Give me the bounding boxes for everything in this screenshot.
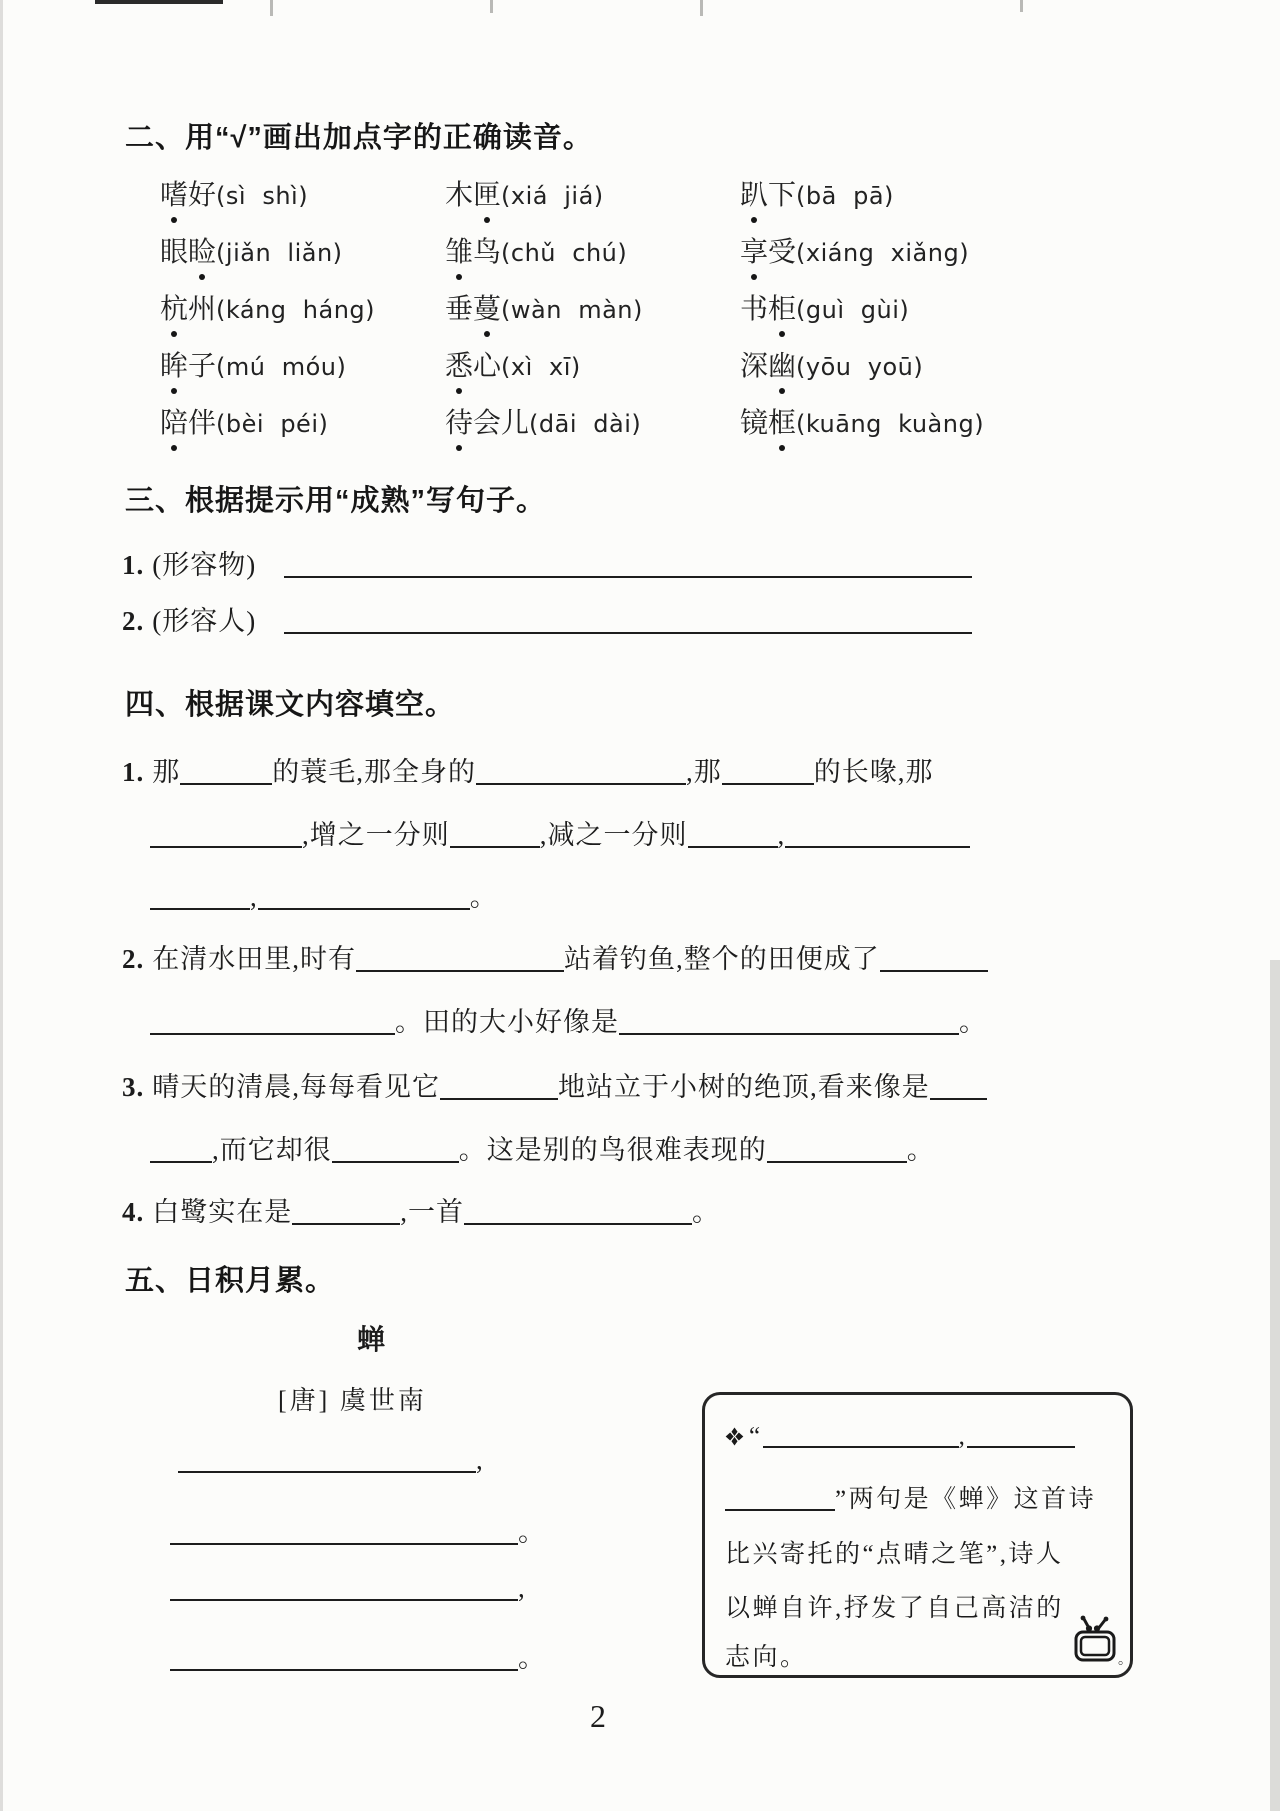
answer-blank: [725, 1487, 835, 1511]
scan-artifact: [700, 0, 703, 16]
section4-title: 四、根据课文内容填空。: [125, 689, 456, 721]
item-label: (形容人): [152, 606, 257, 636]
dotted-char: 匣: [473, 173, 501, 213]
poem-note-box: [702, 1392, 1133, 1678]
word-item: 陪伴(bèi péi): [160, 401, 328, 441]
sentence-item: [122, 599, 972, 638]
scan-artifact: [490, 0, 493, 13]
answer-blank: [688, 822, 778, 848]
pinyin-options: (xiáng xiǎng): [796, 239, 970, 267]
dotted-char: 框: [768, 401, 796, 441]
word-item: 杭州(káng háng): [160, 287, 375, 327]
dotted-char: 嗜: [160, 173, 188, 213]
answer-blank: [150, 884, 250, 910]
scan-artifact: [0, 0, 3, 1811]
answer-blank: [619, 1009, 959, 1035]
answer-blank: [440, 1074, 558, 1100]
scan-artifact: [1270, 960, 1280, 1811]
pinyin-options: (yōu yoū): [796, 353, 924, 381]
answer-blank: [150, 1137, 212, 1163]
poem-title: 蝉: [357, 1325, 388, 1356]
word-item: 垂蔓(wàn màn): [445, 287, 643, 327]
dotted-char: 幽: [768, 344, 796, 384]
word-item: 趴下(bā pā): [740, 173, 894, 213]
dotted-char: 雏: [445, 230, 473, 270]
answer-blank: [785, 822, 970, 848]
answer-blank: [356, 946, 564, 972]
word-item: 木匣(xiá jiá): [445, 173, 604, 213]
dotted-char: 待: [445, 401, 473, 441]
word-item: 镜框(kuāng kuàng): [740, 401, 984, 441]
section5-title: 五、日积月累。: [125, 1265, 336, 1297]
section2-title: 二、用“√”画出加点字的正确读音。: [125, 122, 593, 154]
answer-blank: [150, 822, 302, 848]
pinyin-options: (dāi dài): [529, 410, 642, 438]
item-number: 3.: [122, 1072, 145, 1102]
pinyin-options: (mú móu): [216, 353, 347, 381]
answer-blank: [880, 946, 988, 972]
dotted-char: 眸: [160, 344, 188, 384]
pinyin-options: (xì xī): [501, 353, 581, 381]
answer-blank: [464, 1199, 692, 1225]
tiny-period: 。: [1118, 1653, 1132, 1668]
word-item: 深幽(yōu yoū): [740, 344, 923, 384]
note-line: 比兴寄托的“点晴之笔”,诗人: [725, 1541, 1064, 1568]
page-number: 2: [590, 1698, 606, 1734]
answer-blank: [450, 822, 540, 848]
answer-blank: [722, 759, 814, 785]
answer-blank: [180, 759, 272, 785]
word-item: 享受(xiáng xiǎng): [740, 230, 969, 270]
poem-blank-line: ,: [170, 1573, 526, 1604]
answer-blank: [967, 1424, 1075, 1448]
fill-item-line: ,增之一分则 ,减之一分则 ,: [150, 813, 970, 852]
answer-blank: [178, 1447, 476, 1473]
answer-blank: [170, 1645, 518, 1671]
fill-item-line: ,而它却很 。这是别的鸟很难表现的 。: [150, 1128, 935, 1167]
pinyin-options: (bèi péi): [216, 410, 329, 438]
scan-artifact: [95, 0, 223, 4]
four-diamond-bullet-icon: [725, 1425, 744, 1453]
answer-blank: [258, 884, 470, 910]
poem-blank-line: ,: [178, 1445, 484, 1476]
pinyin-options: (chǔ chú): [501, 239, 628, 267]
word-item: 悉心(xì xī): [445, 344, 581, 384]
fill-item-line: 。田的大小好像是 。: [150, 1000, 987, 1039]
note-line: 志向。: [725, 1644, 808, 1671]
fill-item-line: 1. 那 的蓑毛,那全身的 ,那 的长喙,那: [122, 757, 934, 787]
dotted-char: 陪: [160, 401, 188, 441]
dotted-char: 悉: [445, 344, 473, 384]
fill-item-line: , 。: [150, 875, 498, 914]
pinyin-options: (kuāng kuàng): [796, 410, 985, 438]
fill-item-line: 2. 在清水田里,时有 站着钓鱼,整个的田便成了: [122, 937, 988, 976]
word-item: 眸子(mú móu): [160, 344, 346, 384]
item-number: 2.: [122, 944, 145, 974]
dotted-char: 睑: [188, 230, 216, 270]
pinyin-options: (jiǎn liǎn): [216, 239, 343, 267]
note-line: “ ,: [725, 1423, 1075, 1453]
answer-blank: [170, 1519, 518, 1545]
poem-blank-line: 。: [170, 1510, 546, 1549]
dotted-char: 杭: [160, 287, 188, 327]
item-number: 2.: [122, 606, 145, 636]
item-number: 4.: [122, 1197, 145, 1227]
fill-item-line: 4. 白鹭实在是 ,一首 。: [122, 1197, 720, 1227]
dotted-char: 享: [740, 230, 768, 270]
tv-icon: [1072, 1614, 1118, 1671]
pinyin-options: (káng háng): [216, 296, 376, 324]
sentence-item: [122, 543, 972, 582]
dotted-char: 柜: [768, 287, 796, 327]
poem-author: [唐] 虞世南: [278, 1386, 427, 1415]
answer-blank: [292, 1199, 400, 1225]
section3-title: 三、根据提示用“成熟”写句子。: [125, 485, 547, 517]
item-number: 1.: [122, 757, 145, 787]
pinyin-options: (xiá jiá): [501, 182, 604, 210]
pinyin-options: (guì gùi): [796, 296, 910, 324]
answer-blank: [767, 1137, 907, 1163]
scan-artifact: [1020, 0, 1023, 12]
word-item: 雏鸟(chǔ chú): [445, 230, 627, 270]
answer-blank: [763, 1424, 959, 1448]
answer-blank: [170, 1575, 518, 1601]
answer-blank: [284, 608, 972, 634]
note-line: 以蝉自许,抒发了自己高洁的: [725, 1595, 1064, 1622]
dotted-char: 蔓: [473, 287, 501, 327]
item-label: (形容物): [152, 550, 257, 580]
answer-blank: [930, 1074, 987, 1100]
note-line: ”两句是《蝉》这首诗: [725, 1479, 1096, 1515]
word-item: 待会儿(dāi dài): [445, 401, 641, 441]
answer-blank: [476, 759, 686, 785]
scan-artifact: [270, 0, 273, 16]
answer-blank: [284, 552, 972, 578]
word-item: 眼睑(jiǎn liǎn): [160, 230, 343, 270]
pinyin-options: (bā pā): [796, 182, 894, 210]
answer-blank: [150, 1009, 395, 1035]
item-number: 1.: [122, 550, 145, 580]
fill-item-line: 3. 晴天的清晨,每每看见它 地站立于小树的绝顶,看来像是: [122, 1065, 987, 1104]
answer-blank: [332, 1137, 459, 1163]
pinyin-options: (wàn màn): [501, 296, 643, 324]
word-item: 书柜(guì gùi): [740, 287, 909, 327]
pinyin-options: (sì shì): [216, 182, 309, 210]
word-item: 嗜好(sì shì): [160, 173, 308, 213]
poem-blank-line: 。: [170, 1636, 546, 1675]
dotted-char: 趴: [740, 173, 768, 213]
